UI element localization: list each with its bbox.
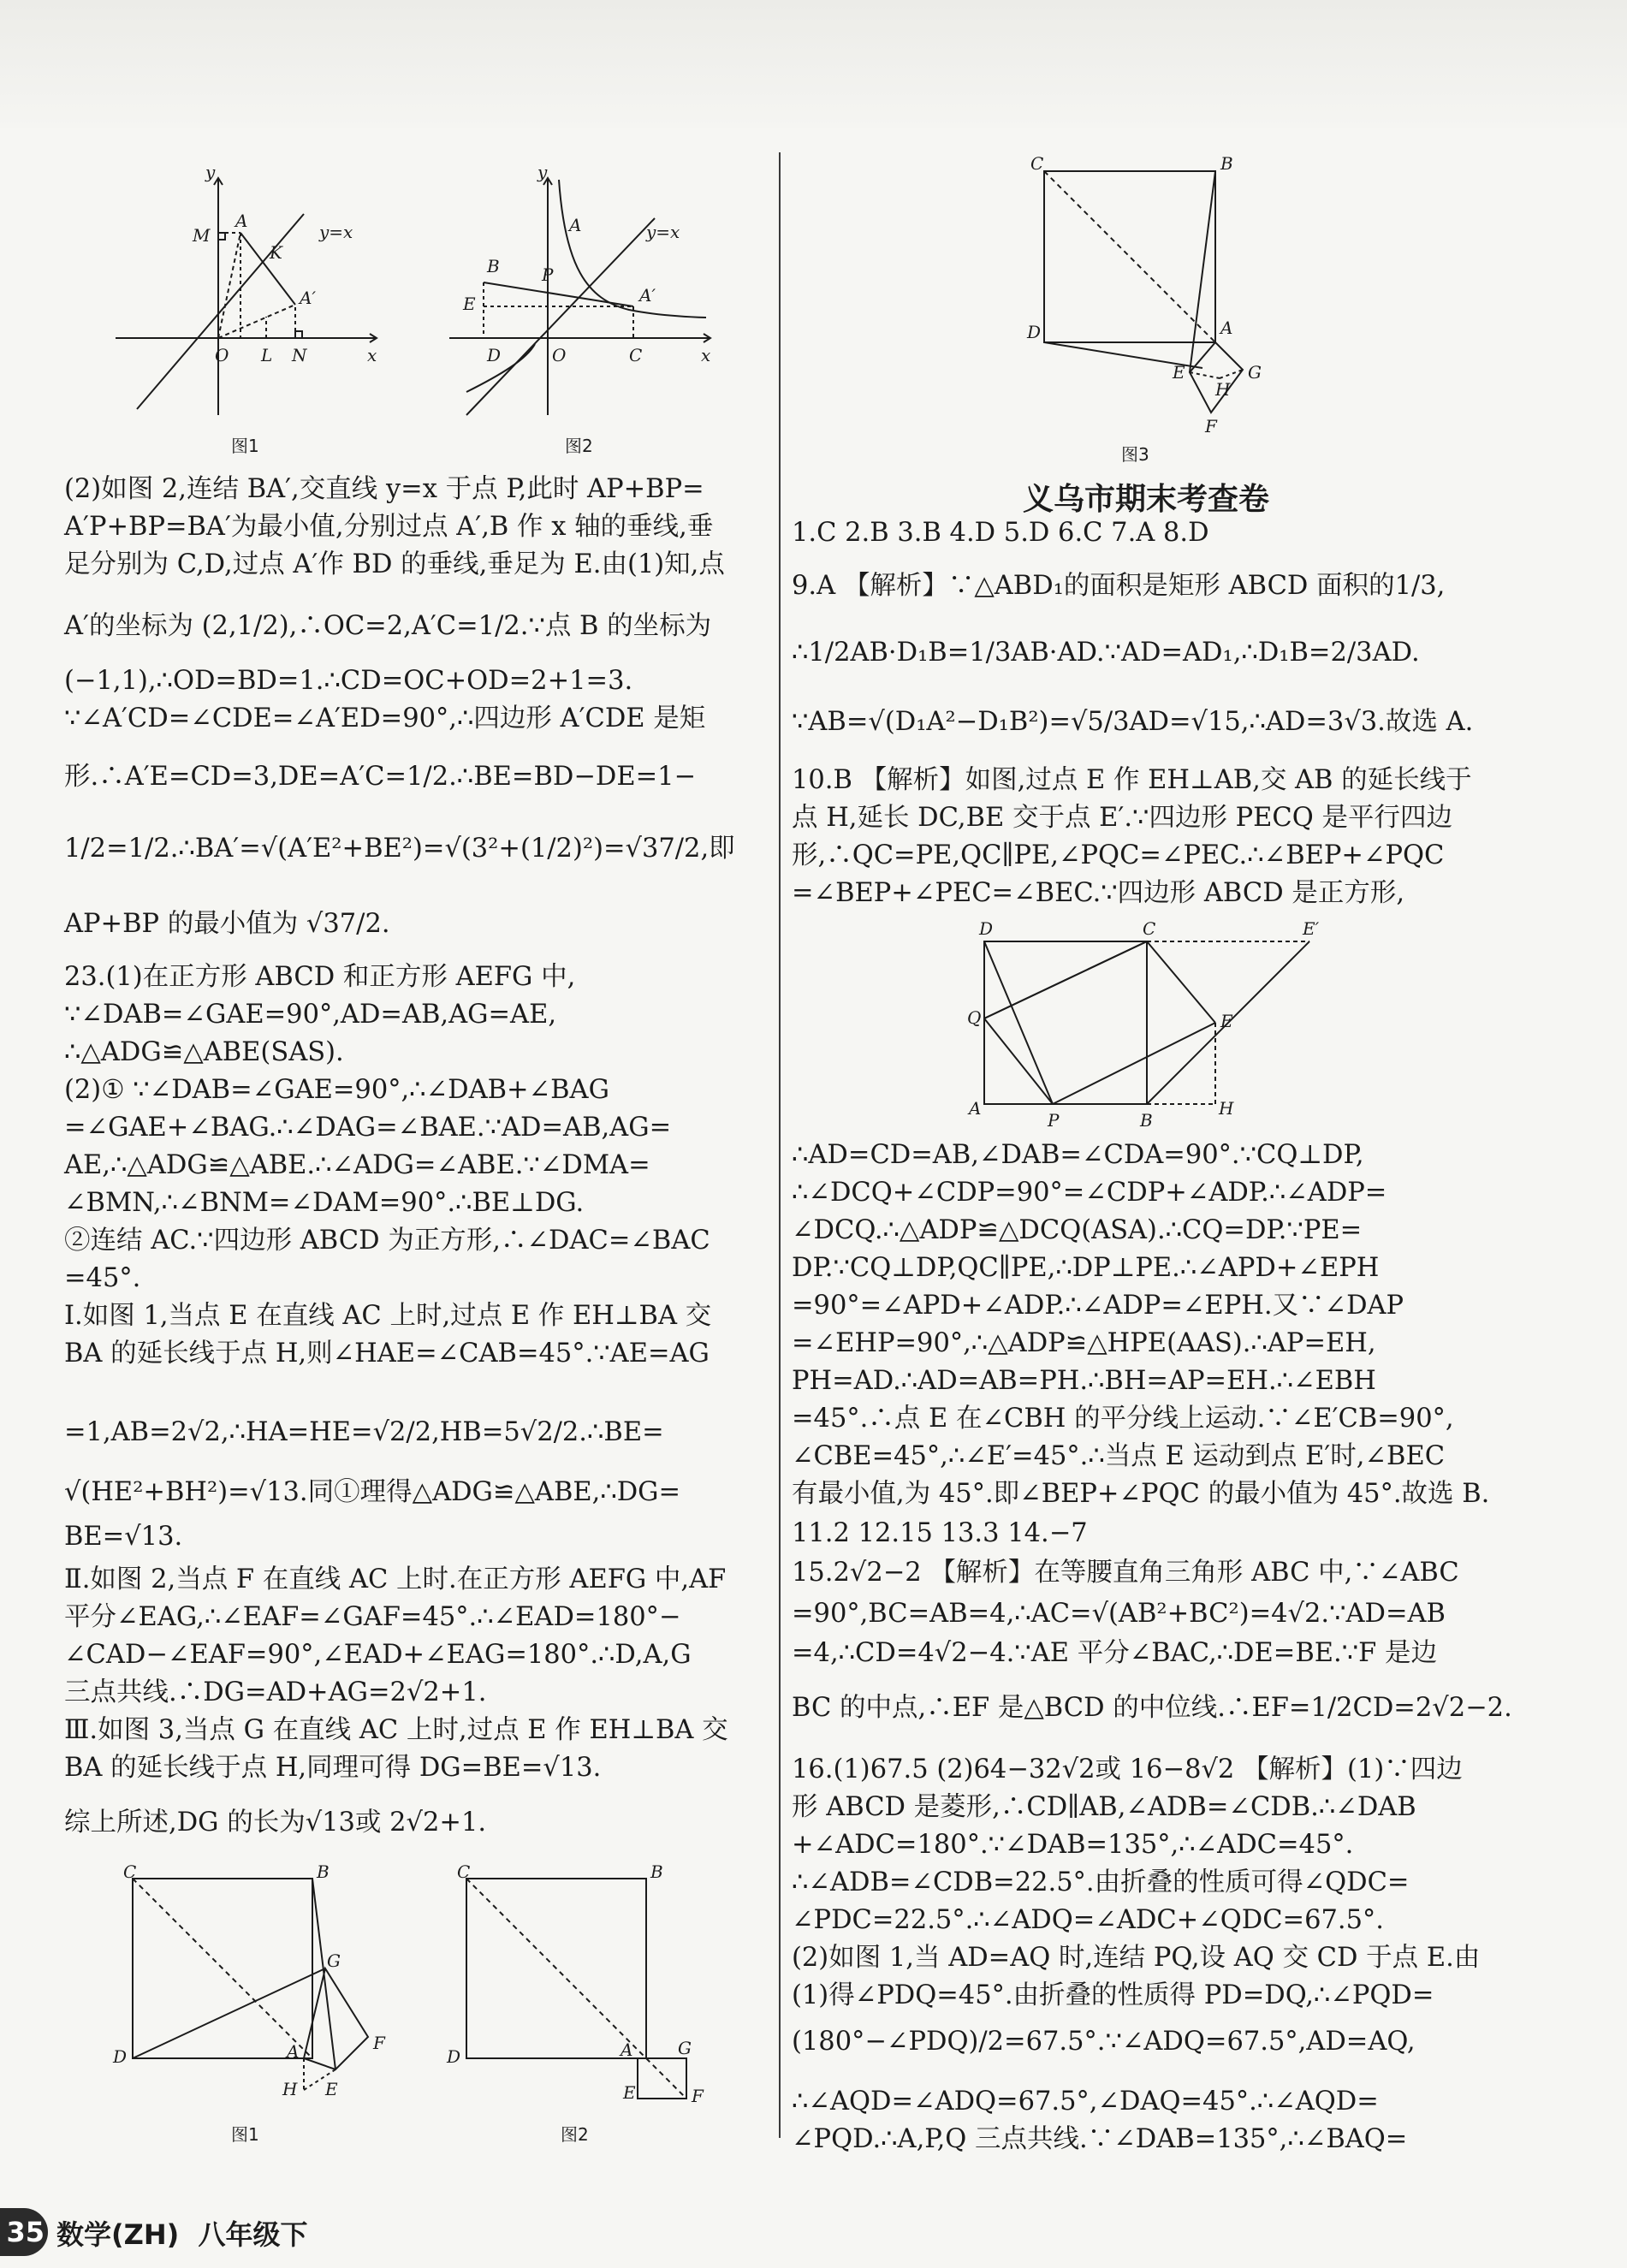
bfig2-label: E xyxy=(623,2082,636,2103)
text-line: =1,AB=2√2,∴HA=HE=√2/2,HB=5√2/2.∴BE= xyxy=(64,1417,664,1447)
text-line: =∠GAE+∠BAG.∴∠DAG=∠BAE.∵AD=AB,AG= xyxy=(64,1113,672,1143)
fig1-label: N xyxy=(292,345,307,365)
fig1-label: x xyxy=(367,345,377,365)
bottom-figure-2-caption: 图2 xyxy=(561,2124,589,2145)
text-line: =90°,BC=AB=4,∴AC=√(AB²+BC²)=4√2.∵AD=AB xyxy=(792,1599,1446,1629)
fig2-label: y=x xyxy=(646,222,680,242)
text-line: =45°.∴点 E 在∠CBH 的平分线上运动.∵∠E′CB=90°, xyxy=(792,1404,1454,1434)
fig2-label: A′ xyxy=(639,285,656,306)
square-label: H xyxy=(1219,1098,1234,1119)
text-line: Ⅲ.如图 3,当点 G 在直线 AC 上时,过点 E 作 EH⊥BA 交 xyxy=(64,1715,728,1745)
text-line: (−1,1),∴OD=BD=1.∴CD=OC+OD=2+1=3. xyxy=(64,666,633,696)
fig3-label: F xyxy=(1205,416,1217,436)
text-line: 1.C 2.B 3.B 4.D 5.D 6.C 7.A 8.D xyxy=(792,518,1209,548)
text-line: 点 H,延长 DC,BE 交于点 E′.∵四边形 PECQ 是平行四边 xyxy=(792,803,1452,833)
figure-3-caption: 图3 xyxy=(1121,444,1149,465)
fig1-label: M xyxy=(193,225,211,246)
bfig1-label: D xyxy=(113,2046,128,2067)
text-line: ∠DCQ.∴△ADP≌△DCQ(ASA).∴CQ=DP.∵PE= xyxy=(792,1215,1363,1245)
bfig1-label: G xyxy=(327,1950,341,1971)
text-line: (2)如图 2,连结 BA′,交直线 y=x 于点 P,此时 AP+BP= xyxy=(64,474,704,504)
fig1-label: A xyxy=(235,211,248,231)
fig2-label: E xyxy=(463,294,476,314)
fig3-label: C xyxy=(1030,153,1044,174)
square-figure xyxy=(967,916,1327,1130)
text-line: A′P+BP=BA′为最小值,分别过点 A′,B 作 x 轴的垂线,垂 xyxy=(64,512,714,542)
scan-top-band xyxy=(0,0,1627,128)
fig2-label: B xyxy=(487,256,500,276)
figure-3-diagram xyxy=(1018,154,1292,436)
fig2-label: C xyxy=(629,345,643,365)
fig2-label: P xyxy=(542,264,554,285)
bfig2-label: D xyxy=(447,2046,461,2067)
bfig2-label: B xyxy=(650,1861,663,1882)
bfig1-label: B xyxy=(317,1861,330,1882)
fig1-label: A′ xyxy=(300,288,316,308)
footer-grade: 八年级下 xyxy=(198,2218,308,2251)
fig3-label: G xyxy=(1248,362,1262,383)
figure-1-coordinate-diagram xyxy=(116,163,398,419)
text-line: 9.A 【解析】∵△ABD₁的面积是矩形 ABCD 面积的1/3, xyxy=(792,571,1446,601)
text-line: =4,∴CD=4√2−4.∵AE 平分∠BAC,∴DE=BE.∵F 是边 xyxy=(792,1638,1437,1668)
text-line: Ⅱ.如图 2,当点 F 在直线 AC 上时.在正方形 AEFG 中,AF xyxy=(64,1564,727,1594)
figure-1-caption: 图1 xyxy=(231,436,259,456)
bfig2-label: A xyxy=(621,2039,633,2060)
text-line: ∠CBE=45°,∴∠E′=45°.∴当点 E 运动到点 E′时,∠BEC xyxy=(792,1441,1446,1471)
text-line: 15.2√2−2 【解析】在等腰直角三角形 ABC 中,∵∠ABC xyxy=(792,1558,1459,1588)
footer-subject-grade xyxy=(56,2213,308,2253)
text-line: ∵∠A′CD=∠CDE=∠A′ED=90°,∴四边形 A′CDE 是矩 xyxy=(64,704,706,733)
text-line: ∠CAD−∠EAF=90°,∠EAD+∠EAG=180°.∴D,A,G xyxy=(64,1640,692,1670)
text-line: ∴∠ADB=∠CDB=22.5°.由折叠的性质可得∠QDC= xyxy=(792,1867,1410,1897)
text-line: =∠EHP=90°,∴△ADP≌△HPE(AAS).∴AP=EH, xyxy=(792,1328,1376,1358)
text-line: √(HE²+BH²)=√13.同①理得△ADG≌△ABE,∴DG= xyxy=(64,1477,681,1507)
text-line: ∠PQD.∴A,P,Q 三点共线.∵∠DAB=135°,∴∠BAQ= xyxy=(792,2124,1408,2154)
fig1-label: K xyxy=(270,242,282,263)
text-line: =90°=∠APD+∠ADP.∴∠ADP=∠EPH.又∵∠DAP xyxy=(792,1291,1404,1321)
square-label: A xyxy=(969,1098,982,1119)
text-line: ∴AD=CD=AB,∠DAB=∠CDA=90°.∵CQ⊥DP, xyxy=(792,1140,1364,1170)
bfig2-label: C xyxy=(457,1861,471,1882)
text-line: BA 的延长线于点 H,同理可得 DG=BE=√13. xyxy=(64,1753,602,1783)
bfig1-label: C xyxy=(123,1861,137,1882)
text-line: 足分别为 C,D,过点 A′作 BD 的垂线,垂足为 E.由(1)知,点 xyxy=(64,549,725,579)
fig2-label: O xyxy=(552,345,567,365)
figure-2-caption: 图2 xyxy=(565,436,593,456)
text-line: =45°. xyxy=(64,1263,141,1293)
text-line: (2)① ∵∠DAB=∠GAE=90°,∴∠DAB+∠BAG xyxy=(64,1075,609,1105)
fig3-label: H xyxy=(1215,379,1231,400)
square-label: Q xyxy=(967,1007,982,1028)
bfig1-label: E xyxy=(325,2079,338,2099)
bfig2-label: G xyxy=(678,2038,692,2058)
fig3-label: B xyxy=(1220,153,1233,174)
text-line: AP+BP 的最小值为 √37/2. xyxy=(64,909,390,939)
bottom-figure-2 xyxy=(445,1861,736,2123)
text-line: (180°−∠PDQ)/2=67.5°.∵∠ADQ=67.5°,AD=AQ, xyxy=(792,2027,1416,2057)
footer-subject: 数学(ZH) xyxy=(56,2218,180,2251)
bottom-figure-1 xyxy=(111,1861,402,2123)
text-line: BC 的中点,∴EF 是△BCD 的中位线.∴EF=1/2CD=2√2−2. xyxy=(792,1693,1512,1723)
fig1-label: y=x xyxy=(319,222,353,242)
text-line: 16.(1)67.5 (2)64−32√2或 16−8√2 【解析】(1)∵四边 xyxy=(792,1754,1463,1784)
text-line: ∴∠AQD=∠ADQ=67.5°,∠DAQ=45°.∴∠AQD= xyxy=(792,2087,1379,2117)
bfig1-label: H xyxy=(282,2079,298,2099)
square-label: E′ xyxy=(1303,918,1320,939)
text-line: ②连结 AC.∵四边形 ABCD 为正方形,∴∠DAC=∠BAC xyxy=(64,1226,710,1256)
text-line: 综上所述,DG 的长为√13或 2√2+1. xyxy=(64,1808,487,1838)
fig2-label: x xyxy=(701,345,711,365)
bfig1-label: F xyxy=(373,2033,385,2053)
text-line: 10.B 【解析】如图,过点 E 作 EH⊥AB,交 AB 的延长线于 xyxy=(792,765,1472,795)
text-line: =∠BEP+∠PEC=∠BEC.∵四边形 ABCD 是正方形, xyxy=(792,878,1405,908)
fig3-label: A xyxy=(1220,318,1233,338)
square-label: D xyxy=(979,918,994,939)
text-line: 23.(1)在正方形 ABCD 和正方形 AEFG 中, xyxy=(64,962,576,992)
text-line: ∵AB=√(D₁A²−D₁B²)=√5/3AD=√15,∴AD=3√3.故选 A. xyxy=(792,707,1474,737)
square-label: C xyxy=(1143,918,1156,939)
section-title: 义乌市期末考查卷 xyxy=(1023,482,1270,517)
text-line: PH=AD.∴AD=AB=PH.∴BH=AP=EH.∴∠EBH xyxy=(792,1366,1376,1396)
figure-2-coordinate-diagram xyxy=(449,163,732,419)
column-divider xyxy=(779,152,781,2138)
fig3-label: D xyxy=(1027,322,1042,342)
fig1-label: L xyxy=(261,345,273,365)
text-line: BA 的延长线于点 H,则∠HAE=∠CAB=45°.∵AE=AG xyxy=(64,1339,710,1369)
text-line: DP.∵CQ⊥DP,QC∥PE,∴DP⊥PE.∴∠APD+∠EPH xyxy=(792,1253,1380,1283)
square-label: B xyxy=(1140,1110,1153,1131)
text-line: 三点共线.∴DG=AD+AG=2√2+1. xyxy=(64,1677,487,1707)
fig3-label: E xyxy=(1173,362,1185,383)
text-line: (1)得∠PDQ=45°.由折叠的性质得 PD=DQ,∴∠PQD= xyxy=(792,1980,1434,2010)
text-line: 1/2=1/2.∴BA′=√(A′E²+BE²)=√(3²+(1/2)²)=√37/2,即 xyxy=(64,834,735,864)
text-line: ∴△ADG≌△ABE(SAS). xyxy=(64,1037,344,1067)
text-line: 有最小值,为 45°.即∠BEP+∠PQC 的最小值为 45°.故选 B. xyxy=(792,1479,1490,1509)
text-line: +∠ADC=180°.∵∠DAB=135°,∴∠ADC=45°. xyxy=(792,1830,1354,1860)
text-line: ∴∠DCQ+∠CDP=90°=∠CDP+∠ADP.∴∠ADP= xyxy=(792,1178,1387,1208)
text-line: ∵∠DAB=∠GAE=90°,AD=AB,AG=AE, xyxy=(64,1000,557,1030)
text-line: 平分∠EAG,∴∠EAF=∠GAF=45°.∴∠EAD=180°− xyxy=(64,1602,681,1632)
text-line: ∠PDC=22.5°.∴∠ADQ=∠ADC+∠QDC=67.5°. xyxy=(792,1905,1384,1935)
bfig1-label: A xyxy=(287,2041,300,2062)
text-line: 形 ABCD 是菱形,∴CD∥AB,∠ADB=∠CDB.∴∠DAB xyxy=(792,1792,1416,1822)
text-line: ∴1/2AB·D₁B=1/3AB·AD.∵AD=AD₁,∴D₁B=2/3AD. xyxy=(792,638,1420,668)
text-line: Ⅰ.如图 1,当点 E 在直线 AC 上时,过点 E 作 EH⊥BA 交 xyxy=(64,1301,712,1331)
fig1-label: y xyxy=(205,162,216,182)
page-number: 35 xyxy=(0,2208,48,2256)
text-line: 形,∴QC=PE,QC∥PE,∠PQC=∠PEC.∴∠BEP+∠PQC xyxy=(792,840,1445,870)
square-label: P xyxy=(1048,1110,1060,1131)
square-label: E xyxy=(1220,1011,1233,1031)
text-line: 形.∴A′E=CD=3,DE=A′C=1/2.∴BE=BD−DE=1− xyxy=(64,762,697,792)
fig2-label: D xyxy=(487,345,502,365)
bottom-figure-1-caption: 图1 xyxy=(231,2124,259,2145)
fig2-label: y xyxy=(537,162,548,182)
fig1-label: O xyxy=(215,345,229,365)
text-line: BE=√13. xyxy=(64,1522,183,1552)
bfig2-label: F xyxy=(692,2086,704,2106)
text-line: A′的坐标为 (2,1/2),∴OC=2,A′C=1/2.∵点 B 的坐标为 xyxy=(64,611,712,641)
fig2-label: A xyxy=(569,215,582,235)
text-line: AE,∴△ADG≌△ABE.∴∠ADG=∠ABE.∵∠DMA= xyxy=(64,1150,650,1180)
text-line: 11.2 12.15 13.3 14.−7 xyxy=(792,1518,1088,1548)
text-line: (2)如图 1,当 AD=AQ 时,连结 PQ,设 AQ 交 CD 于点 E.由 xyxy=(792,1943,1481,1973)
text-line: ∠BMN,∴∠BNM=∠DAM=90°.∴BE⊥DG. xyxy=(64,1188,585,1218)
